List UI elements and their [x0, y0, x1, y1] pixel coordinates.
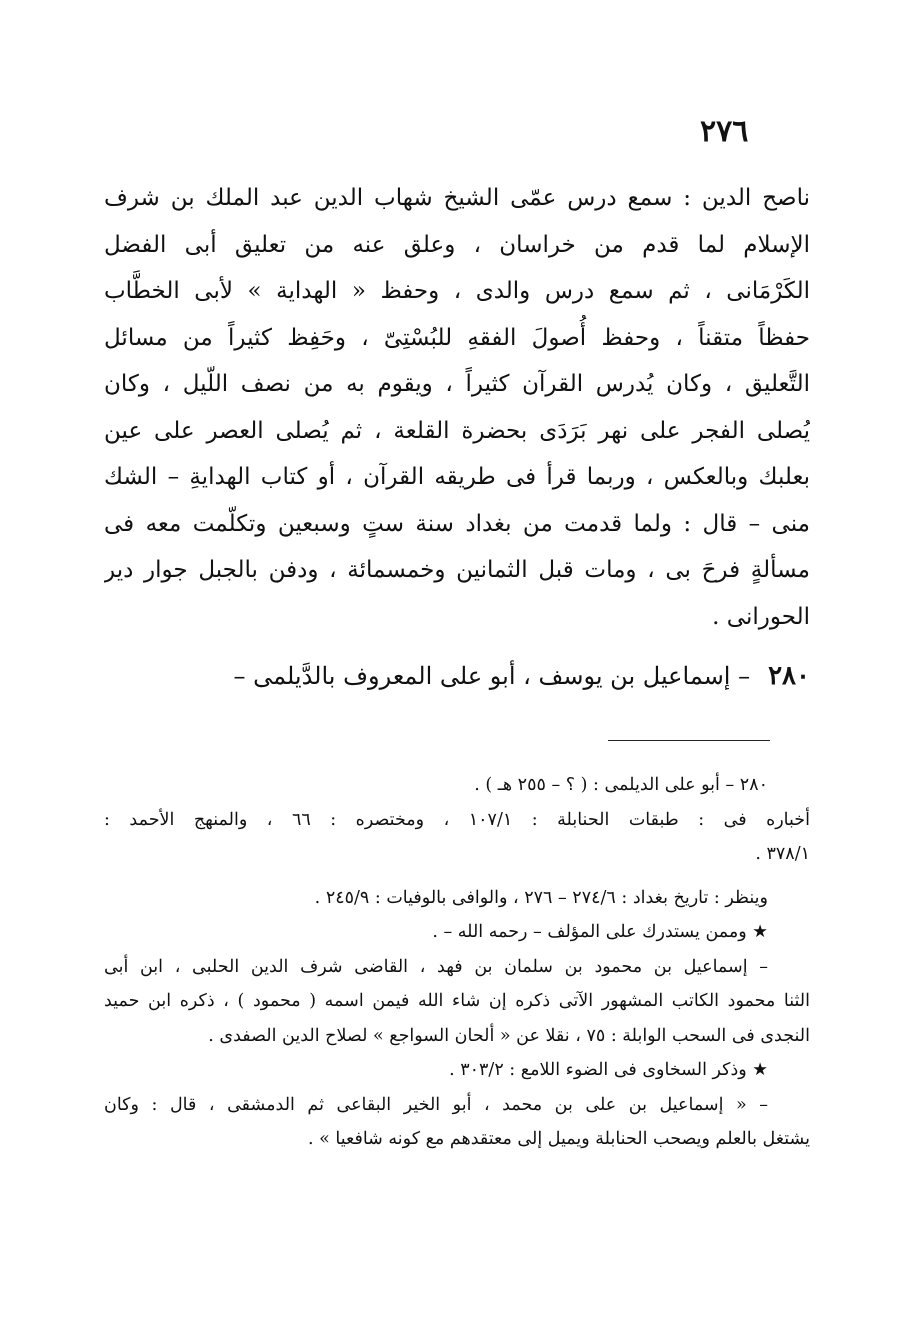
footnote-line: – « إسماعيل بن على بن محمد ، أبو الخير البقاعى ثم الدمشقى ، قال : وكان — [104, 1094, 768, 1115]
footnote-line: ★ وذكر السخاوى فى الضوء اللامع : ٣٠٣/٢ . — [449, 1060, 768, 1080]
main-text — [104, 175, 810, 640]
entry-title: – إسماعيل بن يوسف ، أبو على المعروف بالدَّيلمى – — [233, 662, 751, 690]
footnote-line: – إسماعيل بن محمود بن سلمان بن فهد ، القاضى شرف الدين الحلبى ، ابن أبى — [104, 956, 768, 977]
main-text-line: الحورانى . — [712, 603, 810, 630]
footnotes — [104, 768, 810, 1157]
main-text-line: يُصلى الفجر على نهر بَرَدَى بحضرة القلعة ، ثم يُصلى العصر على عين — [104, 417, 810, 444]
footnote-line: النجدى فى السحب الوابلة : ٧٥ ، نقلا عن « ألحان السواجع » لصلاح الدين الصفدى . — [208, 1025, 810, 1046]
paragraph-gap — [104, 872, 810, 881]
main-text-line: الكَرْمَانى ، ثم سمع درس والدى ، وحفظ « الهداية » لأبى الخطَّاب — [104, 278, 810, 304]
entry-heading — [104, 653, 810, 699]
footnote-line: أخباره فى : طبقات الحنابلة : ١٠٧/١ ، ومختصره : ٦٦ ، والمنهج الأحمد : — [104, 809, 810, 830]
footnote-line: يشتغل بالعلم ويصحب الحنابلة ويميل إلى معتقدهم مع كونه شافعيا » . — [308, 1129, 810, 1149]
footnote-line: وينظر : تاريخ بغداد : ٢٧٤/٦ – ٢٧٦ ، والوافى بالوفيات : ٢٤٥/٩ . — [314, 887, 768, 908]
main-text-line: الإسلام لما قدم من خراسان ، وعلق عنه من تعليق أبى الفضل — [104, 231, 810, 258]
entry-number: ٢٨٠ — [768, 661, 810, 691]
footnote-line: ★ وممن يستدرك على المؤلف – رحمه الله – . — [432, 922, 768, 942]
main-text-line: التَّعليق ، وكان يُدرس القرآن كثيراً ، ويقوم به من نصف اللّيل ، وكان — [104, 371, 810, 397]
main-text-line: بعلبك وبالعكس ، وربما قرأ فى طريقه القرآن ، أو كتاب الهدايةِ – الشك — [104, 464, 810, 490]
main-text-line: حفظاً متقناً ، وحفظ أُصولَ الفقهِ للبُسْتِىّ ، وحَفِظ كثيراً من مسائل — [104, 324, 810, 351]
footnote-divider — [608, 740, 770, 741]
page-number: ٢٧٦ — [700, 114, 749, 149]
main-text-line: ناصح الدين : سمع درس عمّى الشيخ شهاب الدين عبد الملك بن شرف — [104, 185, 810, 211]
footnote-line: الثنا محمود الكاتب المشهور الآتى ذكره إن شاء الله فيمن اسمه ( محمود ) ، ذكره ابن حميد — [104, 991, 810, 1011]
footnote-line: ٣٧٨/١ . — [755, 844, 810, 864]
main-text-line: مسألةٍ فرحَ بى ، ومات قبل الثمانين وخمسمائة ، ودفن بالجبل جوار دير — [104, 557, 810, 583]
main-text-line: منى – قال : ولما قدمت من بغداد سنة ستٍ وسبعين وتكلّمت معه فى — [104, 510, 810, 537]
footnote-line: ٢٨٠ – أبو على الديلمى : ( ؟ – ٢٥٥ هـ ) . — [474, 775, 768, 795]
